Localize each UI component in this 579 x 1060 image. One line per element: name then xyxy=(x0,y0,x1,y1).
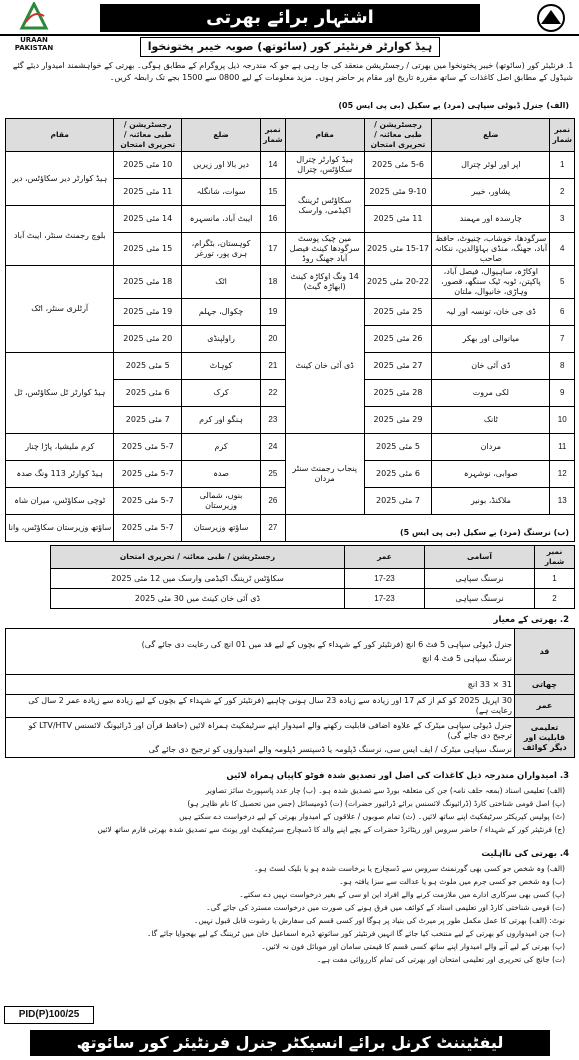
date-cell: 25 مئی 2025 xyxy=(364,299,432,326)
nursing-table xyxy=(50,545,575,609)
logo-text: URAAN PAKISTAN xyxy=(14,36,54,52)
documents-heading: 3. امیدواران مندرجہ ذیل کاغذات کی اصل اور تصدیق شدہ فوٹو کاپیاں ہمراہ لائیں xyxy=(226,771,569,781)
criteria-label: تعلیمی قابلیت اور دیگر کوائف xyxy=(515,718,575,758)
table-row xyxy=(6,266,575,299)
date-cell: 15-17 مئی 2025 xyxy=(364,233,432,266)
list-item: (ب) وہ شخص جو کسی جرم میں ملوث ہو یا عدالت سے سزا یافتہ ہو۔ xyxy=(339,877,565,886)
date-cell: 20-22 مئی 2025 xyxy=(364,266,432,299)
date-cell: 6 مئی 2025 xyxy=(114,380,182,407)
row-number: 23 xyxy=(261,407,286,434)
row-number: 4 xyxy=(550,233,575,266)
row-number: 3 xyxy=(550,206,575,233)
row-number: 17 xyxy=(261,233,286,266)
venue-cell: ڈی آئی خان کینٹ xyxy=(285,299,364,434)
district-cell: پشاور، خیبر xyxy=(432,179,550,206)
district-cell: ساؤتھ وزیرستان xyxy=(182,515,261,542)
district-cell: اپر اور لوئر چترال xyxy=(432,152,550,179)
date-cell: 20 مئی 2025 xyxy=(114,326,182,353)
district-cell: صدہ xyxy=(182,461,261,488)
age-cell: 17-23 xyxy=(345,589,425,609)
row-number: 9 xyxy=(550,380,575,407)
district-cell: ایبٹ آباد، مانسہرہ xyxy=(182,206,261,233)
criteria-row xyxy=(6,675,575,695)
edu-line: نرسنگ سپاہی میٹرک / ایف ایس سی، نرسنگ ڈپلومہ یا ڈسپنسر ڈپلومہ والے امیدواروں کو ترجیح دی جائے گی xyxy=(148,744,512,754)
date-cell: 14 مئی 2025 xyxy=(114,206,182,233)
list-item: (ج) فرنٹیئر کور کے شہداء / حاضر سروس اور ریٹائرڈ حضرات کے بچے اپنے والد کا ڈسچارج سرٹیفکیٹ اور یونٹ سے تصدیق شدہ بھرتی فارم ساتھ لائیں xyxy=(97,825,565,834)
col-header: مقام xyxy=(285,119,364,152)
criteria-label: قد xyxy=(515,629,575,675)
row-number: 11 xyxy=(550,434,575,461)
criteria-value xyxy=(6,629,515,675)
date-cell: 5 مئی 2025 xyxy=(114,353,182,380)
date-cell: 29 مئی 2025 xyxy=(364,407,432,434)
list-item: (پ) کسی بھی سرکاری ادارے میں ملازمت کرنے والے افراد این او سی کے بغیر درخواست نہیں دے سکتے۔ xyxy=(239,890,565,899)
intro-text: فرنٹیئر کور (سائوتھ) خیبر پختونخوا میں بھرتی / رجسٹریشن منعقد کی جا رہی ہے جو کہ مندرجہ ذیل پروگرام کے مطابق ہوگی۔ بھرتی کے خواہشمند امیدوار دیئے گئے شیڈول کے مطابق اصل کاغذات کے ساتھ مقررہ تاریخ اور مقام پر حاضر ہوں۔ مزید معلومات کے لیے 0800 سے 1500 بجے تک رابطہ کریں۔ xyxy=(12,61,573,82)
district-cell: چارسدہ اور مہمند xyxy=(432,206,550,233)
date-cell: 11 مئی 2025 xyxy=(114,179,182,206)
list-item: (ب) جن امیدواروں کو بھرتی کے لیے منتخب کیا جائے گا انہیں فرنٹیئر کور سائوتھ ڈیرہ اسماعیل خان میں ٹریننگ کے لیے بھجوایا جائے گا۔ xyxy=(146,929,565,938)
row-number: 5 xyxy=(550,266,575,299)
col-header: مقام xyxy=(6,119,114,152)
venue-cell: ہیڈ کوارٹر 113 ونگ صدہ xyxy=(6,461,114,488)
row-number: 2 xyxy=(550,179,575,206)
col-header: رجسٹریشن / طبی معائنہ / تحریری امتحان xyxy=(114,119,182,152)
disqualification-list xyxy=(25,862,565,966)
row-number: 18 xyxy=(261,266,286,299)
district-cell: کوہستان، بٹگرام، ہری پور، تورغر xyxy=(182,233,261,266)
intro-number: 1. xyxy=(566,61,573,70)
date-cell: 5-6 مئی 2025 xyxy=(364,152,432,179)
district-cell: اوکاڑہ، ساہیوال، فیصل آباد، پاکپتن، ٹوبہ ٹیک سنگھ، قصور، وہاڑی، خانیوال، ملتان xyxy=(432,266,550,299)
row-number: 10 xyxy=(550,407,575,434)
intro-paragraph xyxy=(7,60,573,96)
district-cell: ہنگو اور کرم xyxy=(182,407,261,434)
date-cell: 5-7 مئی 2025 xyxy=(114,434,182,461)
height-line: نرسنگ سپاہی 5 فٹ 4 انچ xyxy=(421,653,512,663)
district-cell: اٹک xyxy=(182,266,261,299)
district-cell: ڈی آئی خان xyxy=(432,353,550,380)
criteria-row xyxy=(6,695,575,718)
table-header-row xyxy=(6,119,575,152)
fc-emblem-icon xyxy=(531,2,571,34)
row-number: 1 xyxy=(550,152,575,179)
documents-list xyxy=(25,784,565,836)
district-cell: راولپنڈی xyxy=(182,326,261,353)
district-cell: صوابی، نوشہرہ xyxy=(432,461,550,488)
row-number: 16 xyxy=(261,206,286,233)
district-cell: کوہاٹ xyxy=(182,353,261,380)
date-cell: 5-7 مئی 2025 xyxy=(114,461,182,488)
list-item: (ت) قومی شناختی کارڈ اور تعلیمی اسناد کے کوائف میں فرق ہونے کی صورت میں درخواست مسترد کی جائے گی۔ xyxy=(206,903,565,912)
district-cell: لکی مروت xyxy=(432,380,550,407)
district-cell: میانوالی اور بھکر xyxy=(432,326,550,353)
row-number: 13 xyxy=(550,488,575,515)
col-header: آسامی xyxy=(425,546,535,569)
district-cell: کرک xyxy=(182,380,261,407)
row-number: 15 xyxy=(261,179,286,206)
date-cell: 5 مئی 2025 xyxy=(364,434,432,461)
row-number: 7 xyxy=(550,326,575,353)
list-item: (الف) وہ شخص جو کسی بھی گورنمنٹ سروس سے ڈسچارج یا برخاست شدہ ہو یا بلیک لسٹ ہو۔ xyxy=(254,864,565,873)
row-number: 24 xyxy=(261,434,286,461)
venue-cell: ہیڈ کوارٹر ٹل سکاؤٹس، ٹل xyxy=(6,353,114,434)
list-item: (ٹ) پولیس کیریکٹر سرٹیفکیٹ اپنے ساتھ لائیں۔ (ث) تمام صوبوں / علاقوں کے امیدوار بھرتی کے لیے درخواست دے سکتے ہیں xyxy=(179,812,565,821)
date-cell: 27 مئی 2025 xyxy=(364,353,432,380)
table-row xyxy=(6,152,575,179)
edu-line: جنرل ڈیوٹی سپاہی میٹرک کے علاوہ اضافی قابلیت رکھنے والے امیدوار اپنے سرٹیفکیٹ ہمراہ لائیں (حافظ قرآن اور ڈرائیونگ لائسنس LTV/HTV کو ترجیح دی جائے گی) xyxy=(28,720,512,740)
row-number: 19 xyxy=(261,299,286,326)
district-cell: سرگودھا، خوشاب، چنیوٹ، حافظ آباد، جھنگ، منڈی بہاؤالدین، ننکانہ صاحب xyxy=(432,233,550,266)
row-number: 21 xyxy=(261,353,286,380)
pid-number: PID(P)100/25 xyxy=(4,1006,94,1024)
section-b-heading: (ب) نرسنگ (مرد) بے سکیل (بی پی ایس 5) xyxy=(399,528,569,537)
list-item: (الف) تعلیمی اسناد (بمعہ حلف نامہ) جن کی متعلقہ بورڈ سے تصدیق شدہ ہو۔ (ب) چار عدد پاسپورٹ سائز تصاویر xyxy=(205,786,565,795)
date-cell: 15 مئی 2025 xyxy=(114,233,182,266)
col-header: رجسٹریشن / طبی معائنہ / تحریری امتحان xyxy=(51,546,345,569)
section-a-heading: (الف) جنرل ڈیوٹی سپاہی (مرد) بے سکیل (بی پی ایس 05) xyxy=(338,101,569,110)
venue-cell: ٹوچی سکاؤٹس، میران شاہ xyxy=(6,488,114,515)
uraan-pakistan-logo xyxy=(4,2,64,52)
criteria-value xyxy=(6,718,515,758)
criteria-row xyxy=(6,629,575,675)
col-header: نمبر شمار xyxy=(261,119,286,152)
district-cell: ملاکنڈ، بونیر xyxy=(432,488,550,515)
age-cell: 17-23 xyxy=(345,569,425,589)
table-row xyxy=(51,589,575,609)
date-cell: 10 مئی 2025 xyxy=(114,152,182,179)
criteria-heading: 2. بھرتی کے معیار xyxy=(493,615,569,625)
district-cell: کرم xyxy=(182,434,261,461)
date-cell: 5-7 مئی 2025 xyxy=(114,515,182,542)
criteria-row xyxy=(6,718,575,758)
list-item: (ت) جانچ کی تحریری اور تعلیمی امتحان اور بھرتی کی تمام کارروائی مفت ہے۔ xyxy=(316,955,565,964)
table-row xyxy=(6,434,575,461)
table-row xyxy=(51,569,575,589)
criteria-table xyxy=(5,628,575,758)
post-cell: نرسنگ سپاہی xyxy=(425,569,535,589)
date-cell: 6 مئی 2025 xyxy=(364,461,432,488)
venue-cell: پنجاب رجمنٹ سنٹر مردان xyxy=(285,434,364,515)
list-item: نوٹ: (الف) بھرتی کا عمل مکمل طور پر میرٹ کی بنیاد پر ہوگا اور کسی قسم کی سفارش یا رشوت قابل قبول نہیں۔ xyxy=(193,916,565,925)
criteria-value: 31 × 33 انچ xyxy=(6,675,515,695)
district-cell: ڈی جی خان، تونسہ اور لیہ xyxy=(432,299,550,326)
venue-cell: مین چیک پوسٹ سرگودھا کینٹ فیصل آباد جھنگ روڈ xyxy=(285,233,364,266)
height-line: جنرل ڈیوٹی سپاہی 5 فٹ 6 انچ (فرنٹیئر کور کے شہداء کے بچوں کے لیے قد میں 01 انچ کی رعایت دی جائے گی) xyxy=(141,639,512,649)
criteria-label: چھاتی xyxy=(515,675,575,695)
venue-cell: ساؤتھ وزیرستان سکاؤٹس، وانا xyxy=(6,515,114,542)
criteria-value: 30 اپریل 2025 کو کم از کم 17 اور زیادہ سے زیادہ 23 سال ہونی چاہیے (فرنٹیئر کور کے شہداء کے بچوں کے لیے زیادہ سے زیادہ عمر 2 سال کی رعایت ہے) xyxy=(6,695,515,718)
district-cell: چکوال، جہلم xyxy=(182,299,261,326)
signature-bar: لیفٹیننٹ کرنل برائے انسپکٹر جنرل فرنٹیئر کور سائوتھ xyxy=(30,1030,550,1056)
date-cell: 11 مئی 2025 xyxy=(364,206,432,233)
venue-cell: 14 ونگ اوکاڑہ کینٹ (ابھاڑہ گیٹ) xyxy=(285,266,364,299)
district-cell: ٹانک xyxy=(432,407,550,434)
date-cell: 18 مئی 2025 xyxy=(114,266,182,299)
page-title: اشتہار برائے بھرتی xyxy=(100,4,480,32)
row-number: 20 xyxy=(261,326,286,353)
row-number: 6 xyxy=(550,299,575,326)
col-header: نمبر شمار xyxy=(535,546,575,569)
post-cell: نرسنگ سپاہی xyxy=(425,589,535,609)
date-cell: 26 مئی 2025 xyxy=(364,326,432,353)
date-cell: 9-10 مئی 2025 xyxy=(364,179,432,206)
date-cell: 5-7 مئی 2025 xyxy=(114,488,182,515)
district-cell: سوات، شانگلہ xyxy=(182,179,261,206)
col-header: رجسٹریشن / طبی معائنہ / تحریری امتحان xyxy=(364,119,432,152)
venue-cell: سکاؤٹس ٹریننگ اکیڈمی وارسک میں 12 مئی 2025 xyxy=(51,569,345,589)
col-header: ضلع xyxy=(182,119,261,152)
date-cell: 7 مئی 2025 xyxy=(114,407,182,434)
criteria-label: عمر xyxy=(515,695,575,718)
disqualification-heading: 4. بھرتی کی نااہلیت xyxy=(481,849,569,859)
col-header: ضلع xyxy=(432,119,550,152)
row-number: 22 xyxy=(261,380,286,407)
venue-cell: سکاؤٹس ٹریننگ اکیڈمی، وارسک xyxy=(285,179,364,233)
list-item: (پ) بھرتی کے لیے آنے والے امیدوار اپنے ساتھ کسی قسم کا قیمتی سامان اور موبائل فون نہ لائیں۔ xyxy=(261,942,565,951)
logo-icon xyxy=(16,2,52,32)
col-header: عمر xyxy=(345,546,425,569)
col-header: نمبر شمار xyxy=(550,119,575,152)
row-number: 27 xyxy=(261,515,286,542)
venue-cell: ہیڈ کوارٹر چترال سکاؤٹس، چترال xyxy=(285,152,364,179)
row-number: 2 xyxy=(535,589,575,609)
row-number: 1 xyxy=(535,569,575,589)
row-number: 14 xyxy=(261,152,286,179)
row-number: 8 xyxy=(550,353,575,380)
venue-cell: کرم ملیشیا، پاڑا چنار xyxy=(6,434,114,461)
table-header-row xyxy=(51,546,575,569)
district-cell: مردان xyxy=(432,434,550,461)
recruitment-schedule-table xyxy=(5,118,575,542)
row-number: 12 xyxy=(550,461,575,488)
date-cell: 28 مئی 2025 xyxy=(364,380,432,407)
venue-cell: بلوچ رجمنٹ سنٹر، ایبٹ آباد xyxy=(6,206,114,266)
venue-cell: آرٹلری سنٹر، اٹک xyxy=(6,266,114,353)
district-cell: دیر بالا اور زیریں xyxy=(182,152,261,179)
page-subtitle: ہیڈ کوارٹر فرنٹیئر کور (سائوتھ) صوبہ خیبر پختونخوا xyxy=(140,37,440,57)
row-number: 26 xyxy=(261,488,286,515)
date-cell: 19 مئی 2025 xyxy=(114,299,182,326)
venue-cell: ہیڈ کوارٹر دیر سکاؤٹس، دیر xyxy=(6,152,114,206)
district-cell: بنوں، شمالی وزیرستان xyxy=(182,488,261,515)
list-item: (پ) اصل قومی شناختی کارڈ (ڈرائیونگ لائسنس برائے ڈرائیور حضرات) (ت) ڈومیسائل (جس میں تحصیل کا نام ظاہر ہو) xyxy=(187,799,565,808)
venue-cell: ڈی آئی خان کینٹ میں 30 مئی 2025 xyxy=(51,589,345,609)
row-number: 25 xyxy=(261,461,286,488)
date-cell: 7 مئی 2025 xyxy=(364,488,432,515)
